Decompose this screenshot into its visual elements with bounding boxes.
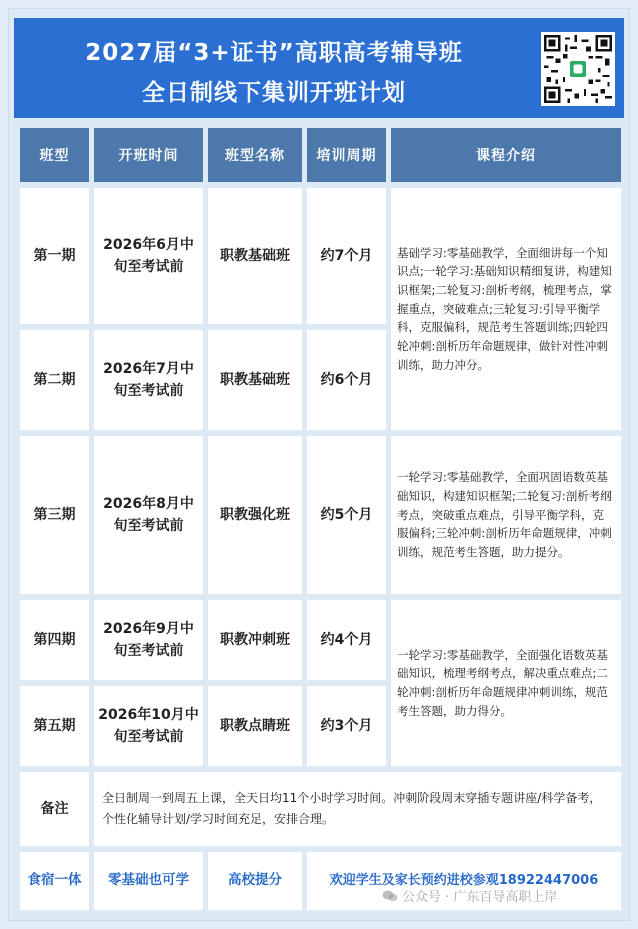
footer-zero-basis: 零基础也可学 (94, 852, 203, 910)
term-cell: 第五期 (20, 686, 89, 766)
column-header-class-name: 班型名称 (208, 128, 302, 182)
class-name-cell: 职教冲刺班 (208, 600, 302, 680)
course-intro-sprint: 一轮学习:零基础教学，全面强化语数英基础知识，梳理考纲考点，解决重点难点;二轮冲刺:剖析历年命题规律冲刺训练，规范考生答题，助力得分。 (391, 600, 621, 766)
term-cell: 第四期 (20, 600, 89, 680)
start-time-cell: 2026年10月中旬至考试前 (94, 686, 203, 766)
period-cell: 约7个月 (307, 188, 386, 324)
column-header-course-intro: 课程介绍 (391, 128, 621, 182)
period-cell: 约4个月 (307, 600, 386, 680)
term-cell: 第三期 (20, 436, 89, 594)
note-text: 全日制周一到周五上课，全天日均11个小时学习时间。冲刺阶段周末穿插专题讲座/科学备考，个性化辅导计划/学习时间充足，安排合理。 (94, 772, 621, 846)
period-cell: 约3个月 (307, 686, 386, 766)
watermark (382, 886, 557, 905)
qr-code-icon[interactable] (541, 32, 615, 106)
course-intro-strengthen: 一轮学习:零基础教学，全面巩固语数英基础知识，构建知识框架;二轮复习:剖析考纲考点，突破重点难点，引导平衡学科，克服偏科;三轮冲刺:剖析历年命题规律，冲刺训练，规范考生答题，助力提分。 (391, 436, 621, 594)
wechat-icon (382, 889, 398, 903)
column-header-start-time: 开班时间 (94, 128, 203, 182)
title-line-2: 全日制线下集训开班计划 (142, 80, 406, 106)
start-time-cell: 2026年9月中旬至考试前 (94, 600, 203, 680)
watermark-text: 公众号 · 广东百导高职上岸 (402, 890, 558, 905)
start-time-cell: 2026年7月中旬至考试前 (94, 330, 203, 430)
class-name-cell: 职教点睛班 (208, 686, 302, 766)
course-intro-basic: 基础学习:零基础教学，全面细讲每一个知识点;一轮学习:基础知识精细复讲，构建知识框架;二轮复习:剖析考纲，梳理考点，掌握重点，突破难点;三轮复习:引导平衡学科，克服偏科，规范考生答题训练;四轮四轮冲刺:剖析历年命题规律，做针对性冲刺训练，助力冲分。 (391, 188, 621, 430)
footer-contact[interactable]: 欢迎学生及家长预约进校参观18922447006 (307, 852, 621, 910)
period-cell: 约5个月 (307, 436, 386, 594)
start-time-cell: 2026年6月中旬至考试前 (94, 188, 203, 324)
poster-header (14, 18, 624, 118)
start-time-cell: 2026年8月中旬至考试前 (94, 436, 203, 594)
class-name-cell: 职教基础班 (208, 188, 302, 324)
period-cell: 约6个月 (307, 330, 386, 430)
footer-accommodation: 食宿一体 (20, 852, 89, 910)
class-name-cell: 职教强化班 (208, 436, 302, 594)
term-cell: 第一期 (20, 188, 89, 324)
class-name-cell: 职教基础班 (208, 330, 302, 430)
column-header-training-period: 培训周期 (307, 128, 386, 182)
note-label: 备注 (20, 772, 89, 846)
title-line-1: 2027届“3+证书”高职高考辅导班 (85, 40, 463, 66)
footer-score-boost: 高校提分 (208, 852, 302, 910)
term-cell: 第二期 (20, 330, 89, 430)
column-header-class-type: 班型 (20, 128, 89, 182)
